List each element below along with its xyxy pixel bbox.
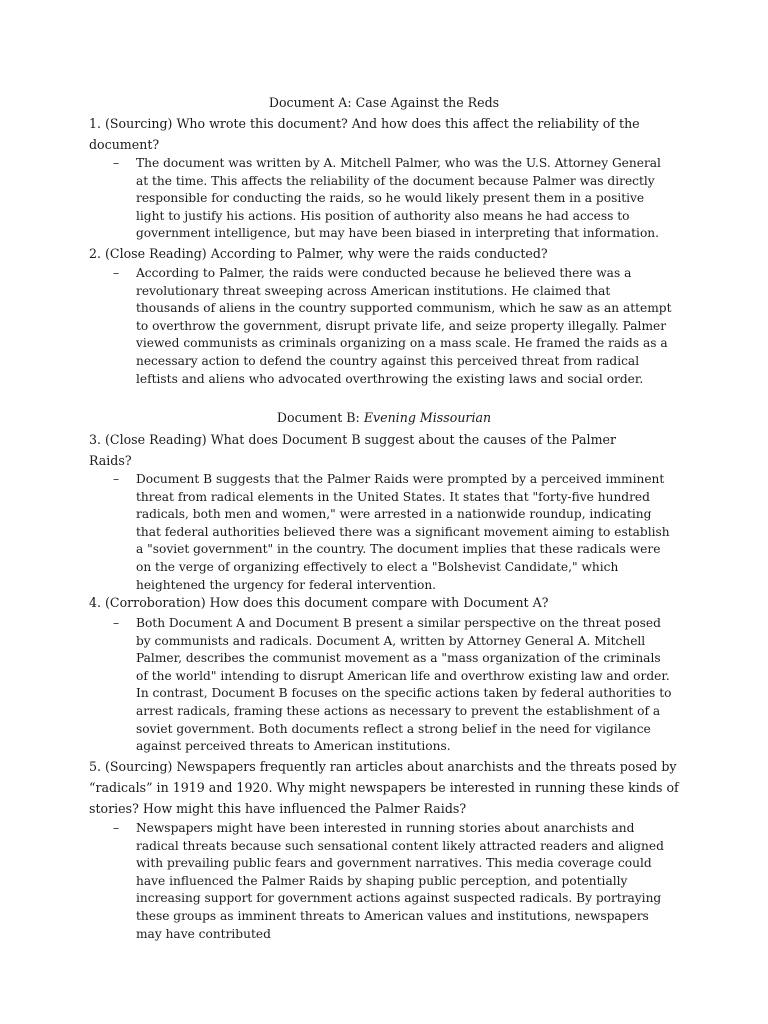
doc-b-title-prefix: Document B: <box>276 410 364 425</box>
q5-answer: Newspapers might have been interested in running stories about anarchists and radical threats because such sensational content likely attracted readers and aligned with prevailing public fears and government narratives. This media coverage could have influenced the Palmer Raids by shaping public perception, and potentially increasing support for government actions against suspected radicals. By portraying these groups as imminent threats to American values and institutions, newspapers may have contributed <box>136 821 664 941</box>
q3-question-line1: 3. (Close Reading) What does Document B suggest about the causes of the Palmer <box>89 432 617 447</box>
doc-b-title <box>0 409 768 427</box>
q4-bullet: – <box>113 616 120 630</box>
q2-question <box>89 243 699 264</box>
q2-question-line1: 2. (Close Reading) According to Palmer, why were the raids conducted? <box>89 246 548 261</box>
q5-bullet: – <box>113 821 120 835</box>
doc-b-title-source: Evening Missourian <box>363 410 492 425</box>
q1-answer: The document was written by A. Mitchell Palmer, who was the U.S. Attorney General at the time. This affects the reliability of the document because Palmer was directly responsible for conducting the raids, so he would likely present them in a positive light to justify his actions. His position of authority also means he had access to government intelligence, but may have been biased in interpreting that information. <box>136 156 661 241</box>
q3-answer: Document B suggests that the Palmer Raids were prompted by a perceived imminent threat from radical elements in the United States. It states that "forty-five hundred radicals, both men and women," were arrested in a nationwide roundup, indicating that federal authorities believed there was a significant movement aiming to establish a "soviet government" in the country. The document implies that these radicals were on the verge of organizing effectively to elect a "Bolshevist Candidate," which heightened the urgency for federal intervention. <box>136 472 670 592</box>
q5-question-line1: 5. (Sourcing) Newspapers frequently ran articles about anarchists and the threats posed by <box>89 759 677 774</box>
doc-a-title: Document A: Case Against the Reds <box>268 95 500 110</box>
q4-question <box>89 592 699 613</box>
q1-bullet: – <box>113 156 120 170</box>
q1-question-line1: 1. (Sourcing) Who wrote this document? And how does this affect the reliability of the <box>89 116 640 131</box>
q1-question <box>89 113 699 155</box>
q5-question-line3: stories? How might this have influenced the Palmer Raids? <box>89 801 467 816</box>
q5-question <box>89 756 699 819</box>
q4-answer: Both Document A and Document B present a similar perspective on the threat posed by communists and radicals. Document A, written by Attorney General A. Mitchell Palmer, describes the communist movement as a "mass organization of the criminals of the world" intending to disrupt American life and overthrow existing law and order. In contrast, Document B focuses on the specific actions taken by federal authorities to arrest radicals, framing these actions as necessary to prevent the establishment of a soviet government. Both documents reflect a strong belief in the need for vigilance against perceived threats to American institutions. <box>136 616 672 754</box>
q2-answer: According to Palmer, the raids were conducted because he believed there was a revolutionary threat sweeping across American institutions. He claimed that thousands of aliens in the country supported communism, which he saw as an attempt to overthrow the government, disrupt private life, and seize property illegally. Palmer viewed communists as criminals organizing on a mass scale. He framed the raids as a necessary action to defend the country against this perceived threat from radical leftists and aliens who advocated overthrowing the existing laws and social order. <box>136 266 672 386</box>
q4-question-line1: 4. (Corroboration) How does this document compare with Document A? <box>89 595 549 610</box>
q2-bullet: – <box>113 266 120 280</box>
q3-question-line2: Raids? <box>89 453 132 468</box>
q5-question-line2: “radicals” in 1919 and 1920. Why might newspapers be interested in running these kinds of <box>89 780 679 795</box>
q3-bullet: – <box>113 472 120 486</box>
q3-question <box>89 429 699 471</box>
q1-question-line2: document? <box>89 137 160 152</box>
